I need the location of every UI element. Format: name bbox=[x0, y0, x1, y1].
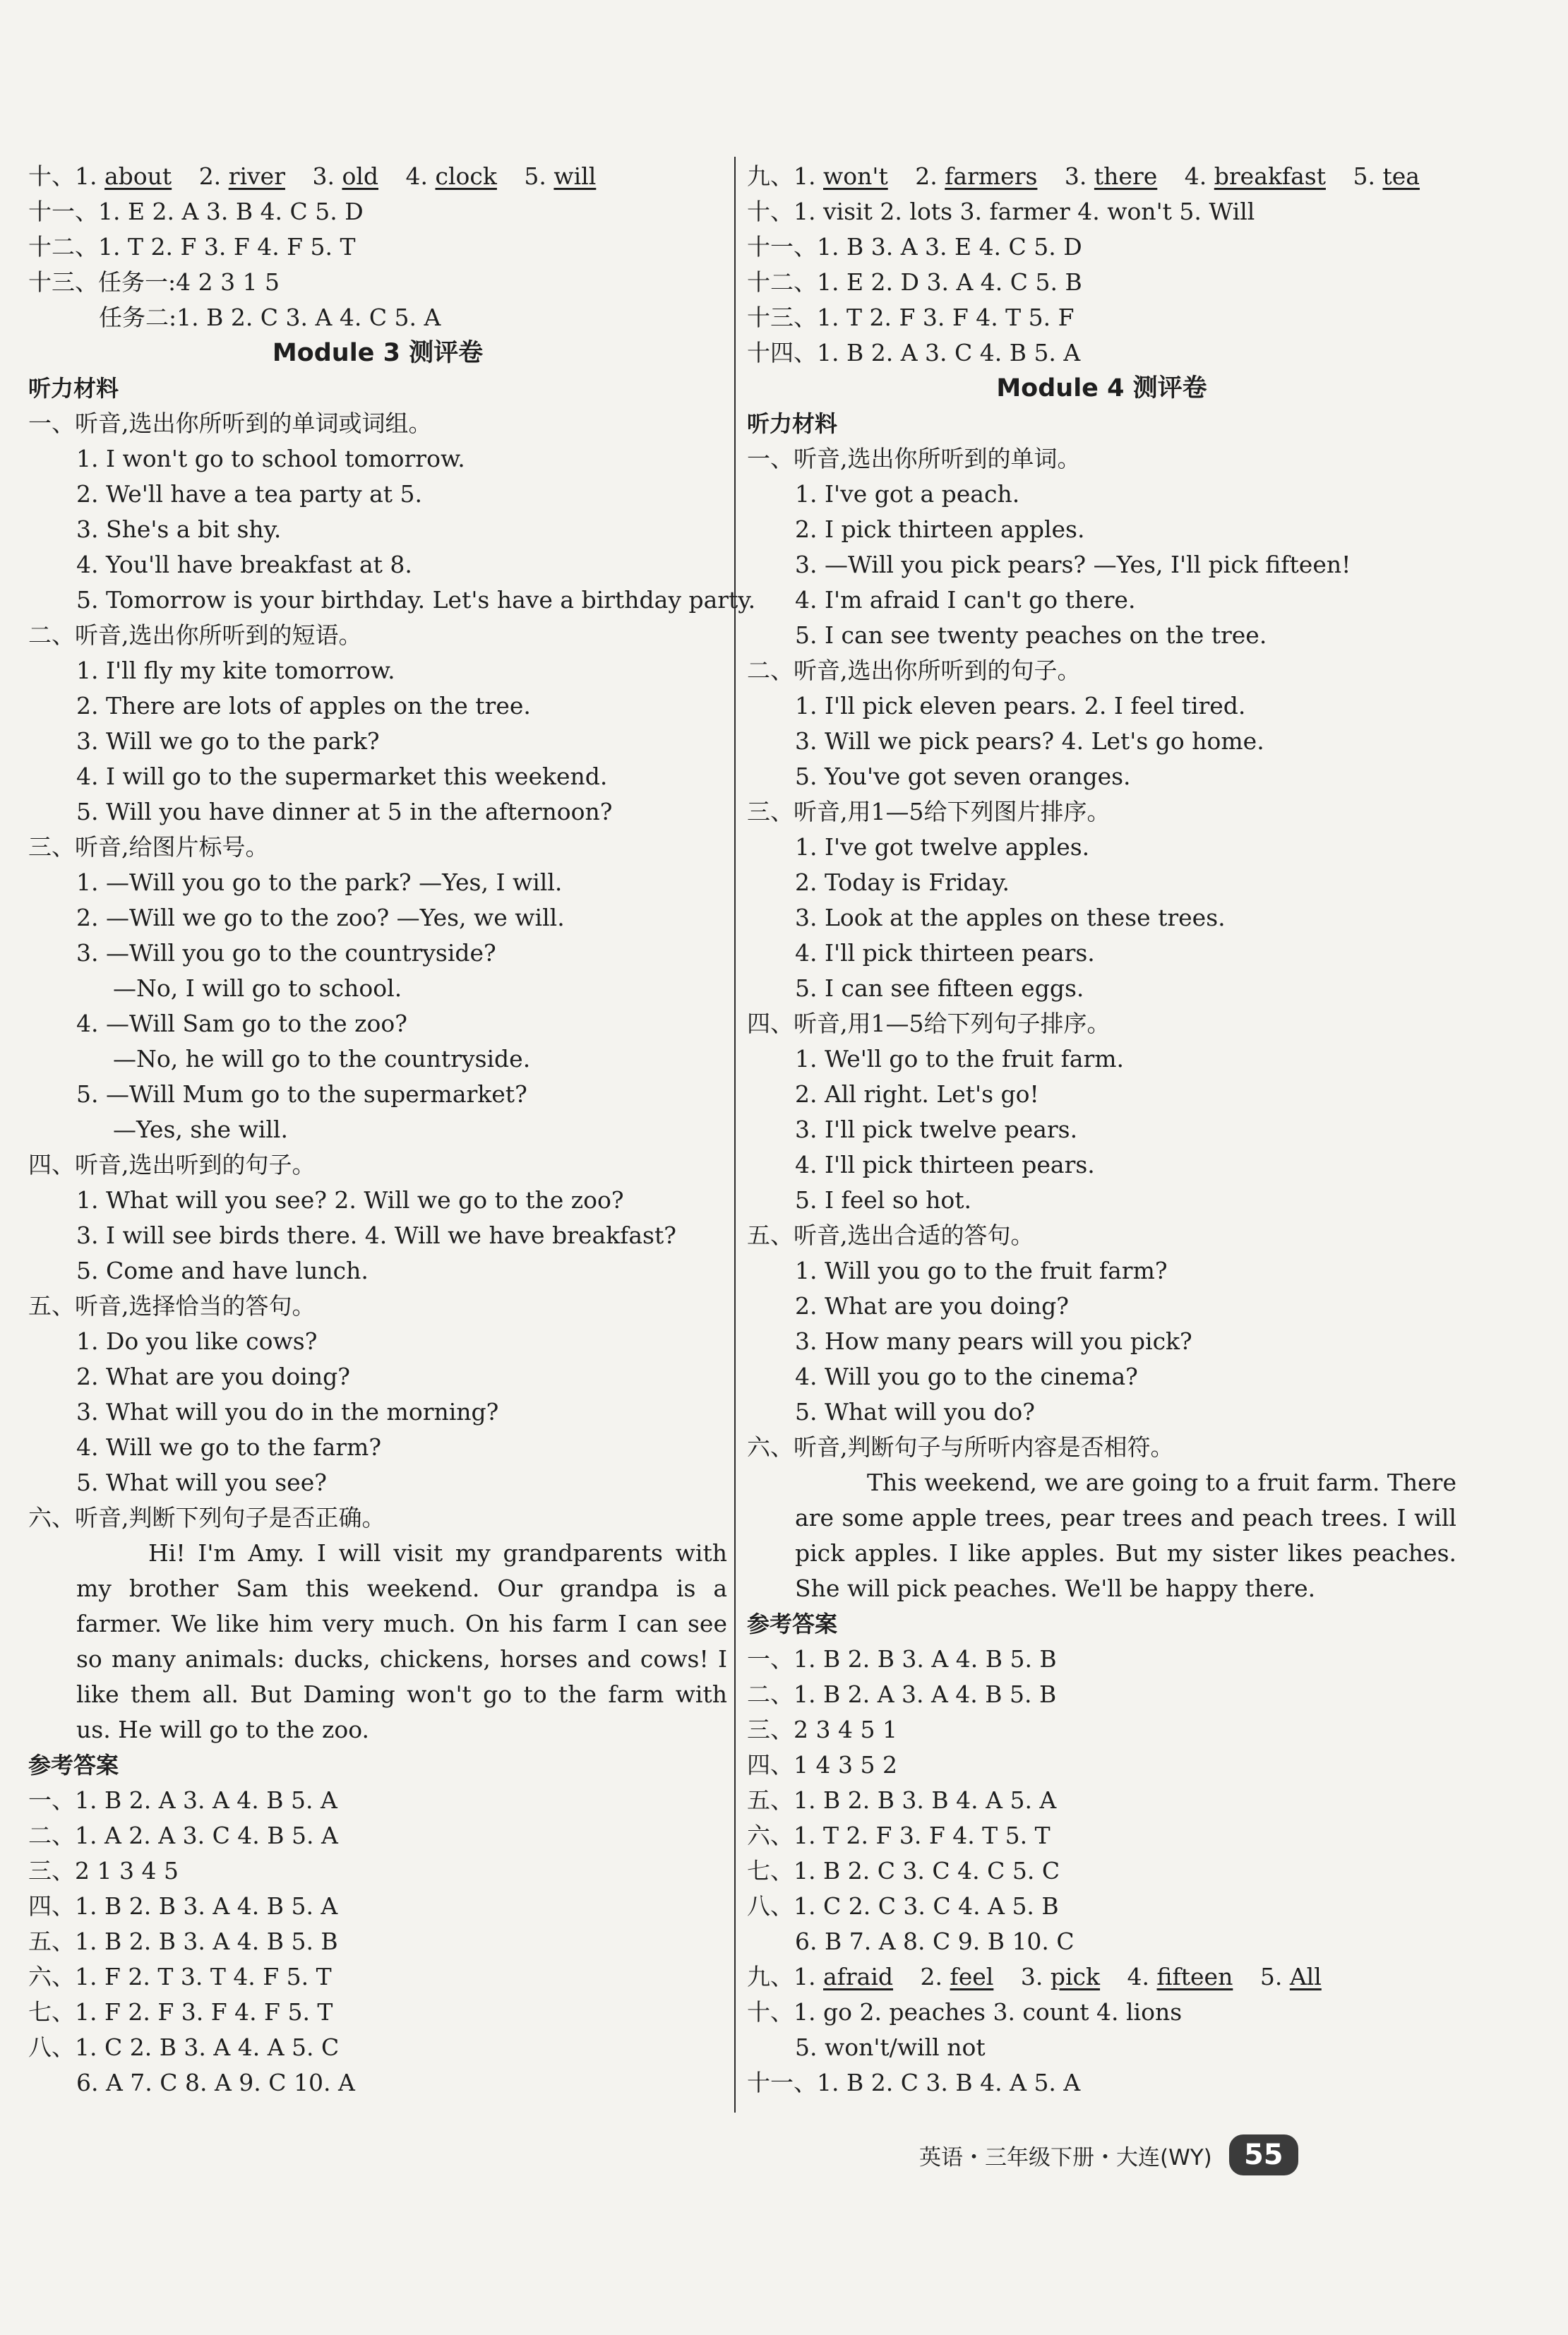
reference-answers-label: 参考答案 bbox=[28, 1752, 119, 1779]
list-item: 3. Look at the apples on these trees. bbox=[795, 904, 1226, 931]
section-title: 六、听音,判断下列句子是否正确。 bbox=[28, 1504, 385, 1531]
answer-line-13-task2: 任务二:1. B 2. C 3. A 4. C 5. A bbox=[99, 304, 441, 331]
answer-row: 三、2 1 3 4 5 bbox=[28, 1857, 179, 1885]
list-item: 5. Come and have lunch. bbox=[76, 1257, 369, 1284]
section-title: 五、听音,选出合适的答句。 bbox=[747, 1222, 1034, 1249]
list-item: 5. I feel so hot. bbox=[795, 1186, 971, 1214]
answer-row: 四、1 4 3 5 2 bbox=[747, 1751, 897, 1779]
passage: Hi! I'm Amy. I will visit my grandparents with my brother Sam this weekend. Our grandpa is a farmer. We like him very much. On his farm I can see so many animals: ducks, chickens, horses and cows! I like them all. But Daming won't go to the farm with us. He will go to the zoo. bbox=[76, 1539, 727, 1743]
list-item: 1. I've got a peach. bbox=[795, 480, 1020, 508]
answer-line-10b: 十、1. go 2. peaches 3. count 4. lions bbox=[747, 1998, 1183, 2026]
answer-row: 三、2 3 4 5 1 bbox=[747, 1716, 897, 1743]
answer-word: feel bbox=[950, 1963, 994, 1990]
answer-line-13: 十三、任务一:4 2 3 1 5 bbox=[28, 268, 280, 296]
answer-line-10 bbox=[28, 159, 727, 194]
list-item: 1. What will you see? 2. Will we go to the zoo? bbox=[76, 1186, 624, 1214]
page-footer bbox=[919, 2134, 1298, 2176]
section-title: 三、听音,用1—5给下列图片排序。 bbox=[747, 798, 1111, 825]
list-item: 3. I'll pick twelve pears. bbox=[795, 1116, 1078, 1143]
answer-word: All bbox=[1289, 1963, 1322, 1990]
list-item: 2. Today is Friday. bbox=[795, 868, 1010, 896]
section-title: 一、听音,选出你所听到的单词。 bbox=[747, 445, 1081, 472]
list-item: 2. We'll have a tea party at 5. bbox=[76, 480, 422, 508]
list-item: 2. What are you doing? bbox=[76, 1363, 350, 1390]
list-item: 1. Will you go to the fruit farm? bbox=[795, 1257, 1168, 1284]
answer-line-12: 十二、1. E 2. D 3. A 4. C 5. B bbox=[747, 268, 1082, 296]
section-title: 四、听音,用1—5给下列句子排序。 bbox=[747, 1010, 1111, 1037]
item-number: 4. bbox=[405, 162, 429, 190]
item-number: 5. bbox=[524, 162, 546, 190]
module4-heading: Module 4 测评卷 bbox=[996, 374, 1207, 402]
list-item: 4. You'll have breakfast at 8. bbox=[76, 551, 412, 578]
answer-word: will bbox=[553, 162, 597, 190]
answer-line-11: 十一、1. E 2. A 3. B 4. C 5. D bbox=[28, 198, 364, 225]
item-number: 5. bbox=[1353, 162, 1375, 190]
item-number: 2. bbox=[198, 162, 222, 190]
answer-row: 一、1. B 2. A 3. A 4. B 5. A bbox=[28, 1786, 337, 1814]
list-item: 3. How many pears will you pick? bbox=[795, 1327, 1192, 1355]
list-item: 5. What will you see? bbox=[76, 1469, 327, 1496]
answer-row: 七、1. F 2. F 3. F 4. F 5. T bbox=[28, 1998, 333, 2026]
list-item: 4. I'll pick thirteen pears. bbox=[795, 939, 1095, 967]
item-number: 3. bbox=[1020, 1963, 1043, 1990]
answer-line-11b: 十一、1. B 2. C 3. B 4. A 5. A bbox=[747, 2069, 1081, 2096]
answer-word: tea bbox=[1382, 162, 1420, 190]
answer-line-12: 十二、1. T 2. F 3. F 4. F 5. T bbox=[28, 233, 356, 261]
list-item: 3. What will you do in the morning? bbox=[76, 1398, 499, 1426]
list-item: 5. —Will Mum go to the supermarket? bbox=[76, 1080, 527, 1108]
answer-word: farmers bbox=[945, 162, 1038, 190]
right-column bbox=[747, 159, 1456, 2101]
list-item: 1. I won't go to school tomorrow. bbox=[76, 445, 465, 472]
answer-row: 二、1. B 2. A 3. A 4. B 5. B bbox=[747, 1680, 1057, 1708]
list-item: 2. What are you doing? bbox=[795, 1292, 1069, 1320]
answer-line-14: 十四、1. B 2. A 3. C 4. B 5. A bbox=[747, 339, 1081, 366]
list-item: 5. What will you do? bbox=[795, 1398, 1035, 1426]
answer-row: 八、1. C 2. C 3. C 4. A 5. B bbox=[747, 1892, 1059, 1920]
list-item: 4. I'll pick thirteen pears. bbox=[795, 1151, 1095, 1178]
section-title: 二、听音,选出你所听到的短语。 bbox=[28, 621, 362, 649]
answer-line-11: 十一、1. B 3. A 3. E 4. C 5. D bbox=[747, 233, 1082, 261]
list-item: 4. I will go to the supermarket this weekend. bbox=[76, 763, 608, 790]
section-title: 三、听音,给图片标号。 bbox=[28, 833, 269, 861]
list-item: 5. Tomorrow is your birthday. Let's have a birthday party. bbox=[76, 586, 756, 614]
list-item: 5. You've got seven oranges. bbox=[795, 763, 1131, 790]
answer-word: about bbox=[104, 162, 172, 190]
answer-row: 五、1. B 2. B 3. B 4. A 5. A bbox=[747, 1786, 1057, 1814]
answer-row: 六、1. T 2. F 3. F 4. T 5. T bbox=[747, 1822, 1051, 1849]
reference-answers-label: 参考答案 bbox=[747, 1611, 838, 1637]
answer-word: afraid bbox=[823, 1963, 894, 1990]
list-item: 1. —Will you go to the park? —Yes, I will. bbox=[76, 868, 563, 896]
list-item: 1. I've got twelve apples. bbox=[795, 833, 1090, 861]
answer-word: clock bbox=[435, 162, 497, 190]
page-number-badge: 55 bbox=[1229, 2134, 1298, 2175]
list-item: 3. Will we pick pears? 4. Let's go home. bbox=[795, 727, 1264, 755]
list-item: 2. All right. Let's go! bbox=[795, 1080, 1039, 1108]
module3-heading: Module 3 测评卷 bbox=[272, 339, 484, 367]
answer-row: 五、1. B 2. B 3. A 4. B 5. B bbox=[28, 1928, 338, 1955]
line-prefix: 九、1. bbox=[747, 1963, 816, 1990]
list-item: 3. She's a bit shy. bbox=[76, 515, 282, 543]
answer-row: 二、1. A 2. A 3. C 4. B 5. A bbox=[28, 1822, 338, 1849]
item-number: 2. bbox=[920, 1963, 943, 1990]
list-item: 3. —Will you go to the countryside? bbox=[76, 939, 496, 967]
item-number: 3. bbox=[312, 162, 335, 190]
section-title: 五、听音,选择恰当的答句。 bbox=[28, 1292, 316, 1320]
answer-row: 四、1. B 2. B 3. A 4. B 5. A bbox=[28, 1892, 338, 1920]
answer-line-13: 十三、1. T 2. F 3. F 4. T 5. F bbox=[747, 304, 1075, 331]
listening-materials-label: 听力材料 bbox=[28, 375, 119, 402]
list-item: 4. Will you go to the cinema? bbox=[795, 1363, 1138, 1390]
line-prefix: 十、1. bbox=[28, 162, 97, 190]
footer-book-info: 英语・三年级下册・大连(WY) bbox=[919, 2144, 1212, 2170]
list-item: 1. We'll go to the fruit farm. bbox=[795, 1045, 1125, 1073]
answer-row: 6. B 7. A 8. C 9. B 10. C bbox=[795, 1928, 1075, 1955]
list-item: 5. I can see fifteen eggs. bbox=[795, 974, 1084, 1002]
answer-line-9b bbox=[747, 1959, 1456, 1995]
answer-row: 八、1. C 2. B 3. A 4. A 5. C bbox=[28, 2034, 340, 2061]
item-number: 4. bbox=[1184, 162, 1207, 190]
answer-word: pick bbox=[1050, 1963, 1101, 1990]
list-item: 4. I'm afraid I can't go there. bbox=[795, 586, 1136, 614]
list-item: 1. Do you like cows? bbox=[76, 1327, 318, 1355]
item-number: 4. bbox=[1127, 1963, 1150, 1990]
section-title: 一、听音,选出你所听到的单词或词组。 bbox=[28, 410, 432, 437]
passage: This weekend, we are going to a fruit farm. There are some apple trees, pear trees and peach trees. I will pick apples. I like apples. But my sister likes peaches. She will pick peaches. We'll be happy there. bbox=[795, 1469, 1456, 1602]
answer-line-10b-cont: 5. won't/will not bbox=[795, 2034, 986, 2061]
answer-word: there bbox=[1094, 162, 1158, 190]
list-item: —No, he will go to the countryside. bbox=[113, 1045, 531, 1073]
list-item: 5. Will you have dinner at 5 in the afternoon? bbox=[76, 798, 613, 825]
column-divider bbox=[734, 157, 736, 2113]
list-item: 2. There are lots of apples on the tree. bbox=[76, 692, 531, 719]
answer-word: old bbox=[342, 162, 379, 190]
list-item: 1. I'll fly my kite tomorrow. bbox=[76, 657, 395, 684]
item-number: 3. bbox=[1064, 162, 1087, 190]
answer-word: breakfast bbox=[1214, 162, 1326, 190]
list-item: 4. —Will Sam go to the zoo? bbox=[76, 1010, 407, 1037]
list-item: —No, I will go to school. bbox=[113, 974, 402, 1002]
section-title: 六、听音,判断句子与所听内容是否相符。 bbox=[747, 1433, 1174, 1461]
list-item: 2. —Will we go to the zoo? —Yes, we will. bbox=[76, 904, 565, 931]
section-title: 二、听音,选出你所听到的句子。 bbox=[747, 657, 1081, 684]
list-item: —Yes, she will. bbox=[113, 1116, 288, 1143]
list-item: 5. I can see twenty peaches on the tree. bbox=[795, 621, 1267, 649]
line-prefix: 九、1. bbox=[747, 162, 816, 190]
list-item: 2. I pick thirteen apples. bbox=[795, 515, 1085, 543]
item-number: 5. bbox=[1259, 1963, 1283, 1990]
list-item: 3. I will see birds there. 4. Will we have breakfast? bbox=[76, 1222, 676, 1249]
answer-word: river bbox=[228, 162, 285, 190]
list-item: 4. Will we go to the farm? bbox=[76, 1433, 382, 1461]
item-number: 2. bbox=[915, 162, 938, 190]
answer-row: 6. A 7. C 8. A 9. C 10. A bbox=[76, 2069, 355, 2096]
list-item: 3. —Will you pick pears? —Yes, I'll pick fifteen! bbox=[795, 551, 1351, 578]
list-item: 1. I'll pick eleven pears. 2. I feel tired. bbox=[795, 692, 1246, 719]
left-column bbox=[28, 159, 756, 2101]
answer-row: 七、1. B 2. C 3. C 4. C 5. C bbox=[747, 1857, 1060, 1885]
answer-word: fifteen bbox=[1156, 1963, 1233, 1990]
answer-line-9 bbox=[747, 159, 1456, 194]
answer-line-10: 十、1. visit 2. lots 3. farmer 4. won't 5. Will bbox=[747, 198, 1255, 225]
answer-word: won't bbox=[823, 162, 888, 190]
listening-materials-label: 听力材料 bbox=[747, 410, 838, 437]
answer-row: 一、1. B 2. B 3. A 4. B 5. B bbox=[747, 1645, 1057, 1673]
list-item: 3. Will we go to the park? bbox=[76, 727, 380, 755]
section-title: 四、听音,选出听到的句子。 bbox=[28, 1151, 316, 1178]
answer-row: 六、1. F 2. T 3. T 4. F 5. T bbox=[28, 1963, 332, 1990]
